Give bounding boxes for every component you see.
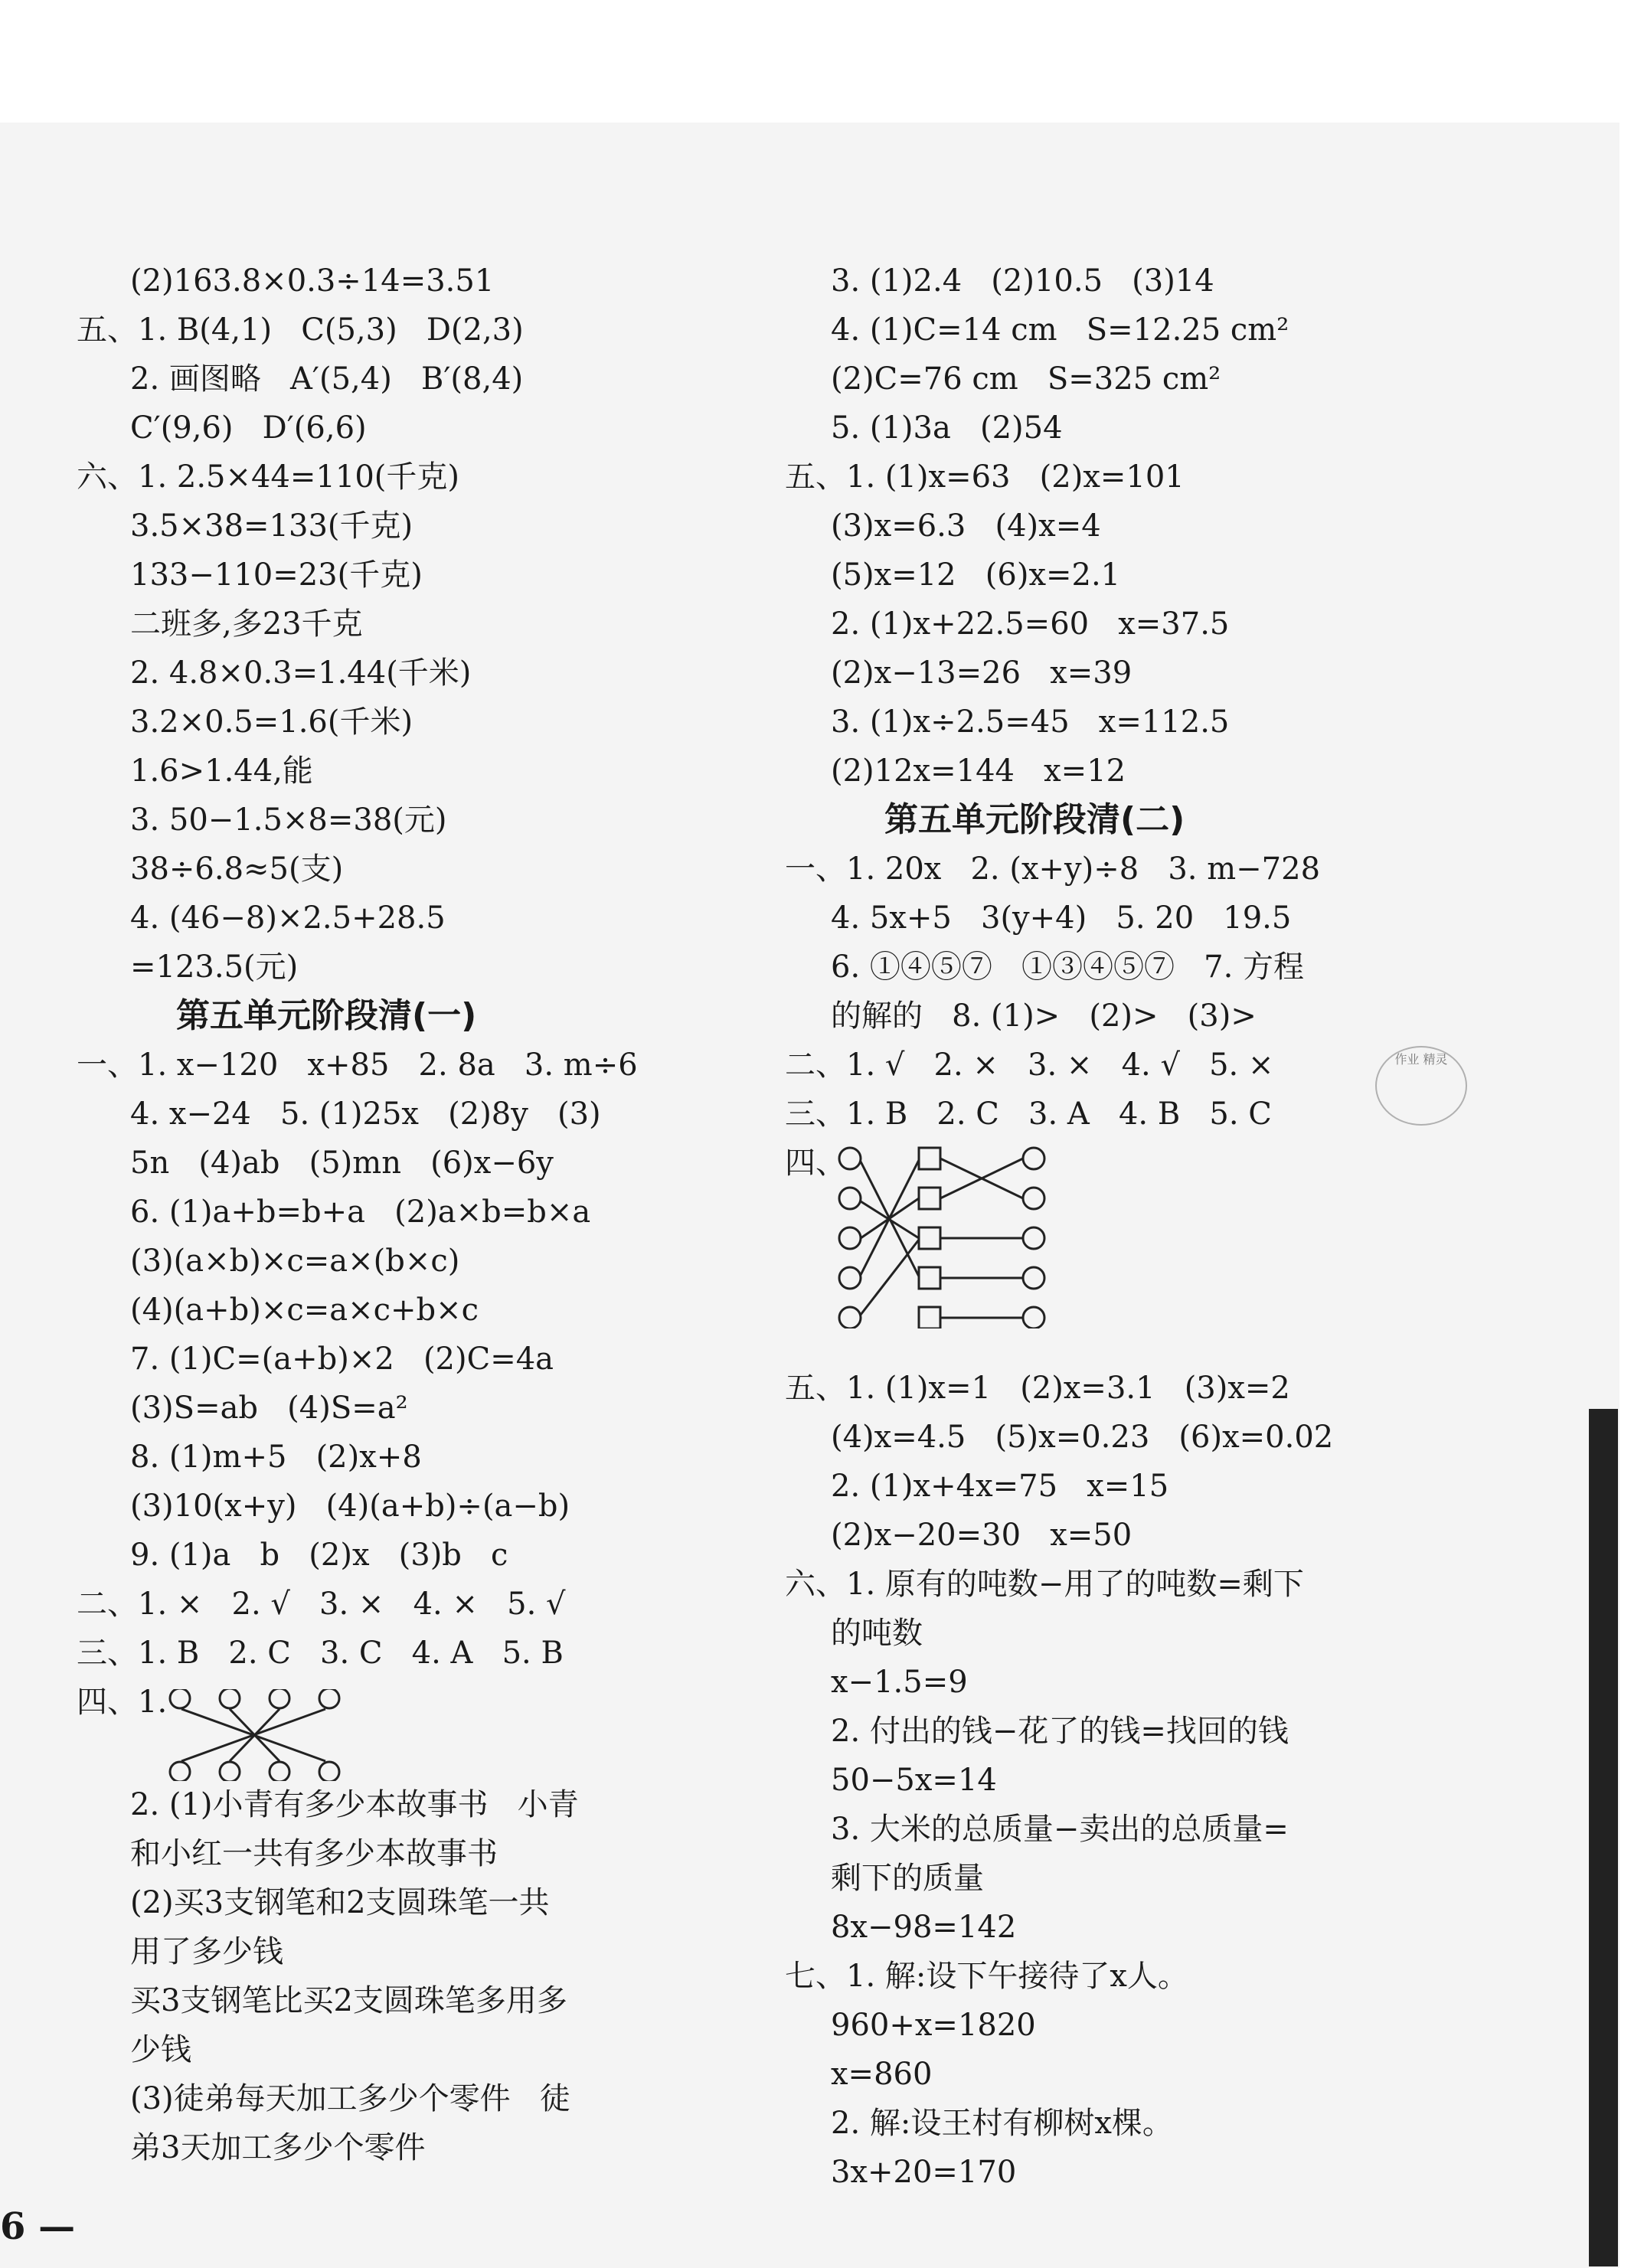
answer-line: 2. 4.8×0.3=1.44(千米) [130, 655, 472, 691]
answer-line: (3)徒弟每天加工多少个零件 徒 [130, 2081, 570, 2116]
answer-line: 2. 付出的钱−花了的钱=找回的钱 [831, 1714, 1289, 1749]
answer-line: 用了多少钱 [130, 1934, 283, 1969]
answer-line: 4. x−24 5. (1)25x (2)8y (3) [130, 1096, 601, 1132]
answer-line: 2. (1)x+4x=75 x=15 [831, 1469, 1169, 1504]
answer-line: 2. (1)x+22.5=60 x=37.5 [831, 606, 1230, 642]
answer-line: 4. 5x+5 3(y+4) 5. 20 19.5 [831, 900, 1292, 936]
answer-line: 五、1. (1)x=1 (2)x=3.1 (3)x=2 [785, 1371, 1290, 1406]
answer-line: 1.6>1.44,能 [130, 753, 313, 789]
answer-line: 买3支钢笔比买2支圆珠笔多用多 [130, 1983, 567, 2018]
answer-line: (4)(a+b)×c=a×c+b×c [130, 1292, 479, 1328]
answer-line: 四、 [785, 1145, 846, 1181]
answer-line: 4. (46−8)×2.5+28.5 [130, 900, 446, 936]
answer-line: x−1.5=9 [831, 1665, 968, 1700]
answer-line: 2. 解:设王村有柳树x棵。 [831, 2106, 1173, 2141]
matching-diagram-left [165, 1689, 440, 1781]
answer-line: 38÷6.8≈5(支) [130, 851, 344, 887]
answer-line: 3x+20=170 [831, 2155, 1017, 2190]
section-heading: 第五单元阶段清(一) [176, 996, 477, 1035]
answer-line: 二班多,多23千克 [130, 606, 363, 642]
answer-line: 少钱 [130, 2032, 191, 2067]
answer-line: 的解的 8. (1)> (2)> (3)> [831, 998, 1257, 1034]
answer-line: 五、1. (1)x=63 (2)x=101 [785, 459, 1185, 495]
answer-line: 2. (1)小青有多少本故事书 小青 [130, 1787, 579, 1822]
answer-line: (2)x−13=26 x=39 [831, 655, 1132, 691]
answer-line: (3)(a×b)×c=a×(b×c) [130, 1243, 460, 1279]
answer-line: (3)x=6.3 (4)x=4 [831, 508, 1101, 544]
watermark-stamp: 作业 精灵 [1375, 1046, 1467, 1126]
answer-line: 一、1. 20x 2. (x+y)÷8 3. m−728 [785, 851, 1321, 887]
answer-line: 一、1. x−120 x+85 2. 8a 3. m÷6 [77, 1047, 638, 1083]
page-number: 6 — [0, 2205, 76, 2248]
answer-line: (3)S=ab (4)S=a² [130, 1391, 408, 1426]
answer-line: (2)x−20=30 x=50 [831, 1518, 1132, 1553]
answer-line: (2)买3支钢笔和2支圆珠笔一共 [130, 1885, 550, 1920]
answer-line: 3. (1)x÷2.5=45 x=112.5 [831, 704, 1230, 740]
answer-line: =123.5(元) [130, 949, 299, 985]
answer-line: 8x−98=142 [831, 1910, 1017, 1945]
answer-line: 七、1. 解:设下午接待了x人。 [785, 1959, 1188, 1994]
answer-line: 7. (1)C=(a+b)×2 (2)C=4a [130, 1342, 554, 1377]
answer-line: 960+x=1820 [831, 2008, 1036, 2043]
answer-line: 剩下的质量 [831, 1861, 984, 1896]
section-heading: 第五单元阶段清(二) [884, 800, 1185, 839]
answer-line: 六、1. 原有的吨数−用了的吨数=剩下 [785, 1567, 1304, 1602]
answer-line: 3.5×38=133(千克) [130, 508, 413, 544]
answer-line: 的吨数 [831, 1616, 923, 1651]
answer-line: 3. (1)2.4 (2)10.5 (3)14 [831, 263, 1214, 299]
answer-line: 三、1. B 2. C 3. A 4. B 5. C [785, 1096, 1272, 1132]
answer-line: 5n (4)ab (5)mn (6)x−6y [130, 1145, 554, 1181]
answer-line: 6. ①④⑤⑦ ①③④⑤⑦ 7. 方程 [831, 949, 1305, 985]
answer-line: (5)x=12 (6)x=2.1 [831, 557, 1121, 593]
answer-line: 9. (1)a b (2)x (3)b c [130, 1538, 508, 1573]
answer-line: 5. (1)3a (2)54 [831, 410, 1063, 446]
answer-line: 3. 50−1.5×8=38(元) [130, 802, 447, 838]
answer-line: 弟3天加工多少个零件 [130, 2130, 426, 2165]
answer-line: 六、1. 2.5×44=110(千克) [77, 459, 459, 495]
answer-line: 3. 大米的总质量−卖出的总质量= [831, 1812, 1289, 1847]
answer-line: 6. (1)a+b=b+a (2)a×b=b×a [130, 1194, 591, 1230]
answer-line: 133−110=23(千克) [130, 557, 423, 593]
answer-line: (2)163.8×0.3÷14=3.51 [130, 263, 495, 299]
answer-line: 二、1. √ 2. × 3. × 4. √ 5. × [785, 1047, 1274, 1083]
scan-edge-shadow [1589, 1409, 1618, 2266]
answer-line: 五、1. B(4,1) C(5,3) D(2,3) [77, 312, 524, 348]
answer-line: (3)10(x+y) (4)(a+b)÷(a−b) [130, 1489, 570, 1524]
answer-line: 三、1. B 2. C 3. C 4. A 5. B [77, 1636, 564, 1671]
answer-line: x=860 [831, 2057, 933, 2092]
answer-line: (2)12x=144 x=12 [831, 753, 1126, 789]
answer-line: 二、1. × 2. √ 3. × 4. × 5. √ [77, 1587, 566, 1622]
answer-line: (2)C=76 cm S=325 cm² [831, 361, 1221, 397]
answer-line: 2. 画图略 A′(5,4) B′(8,4) [130, 361, 524, 397]
answer-line: 四、1. [77, 1685, 168, 1720]
answer-line: 8. (1)m+5 (2)x+8 [130, 1440, 422, 1475]
answer-line: 50−5x=14 [831, 1763, 997, 1798]
matching-diagram-right [835, 1145, 1080, 1328]
answer-line: 4. (1)C=14 cm S=12.25 cm² [831, 312, 1289, 348]
answer-line: 3.2×0.5=1.6(千米) [130, 704, 413, 740]
answer-line: (4)x=4.5 (5)x=0.23 (6)x=0.02 [831, 1420, 1334, 1455]
answer-line: 和小红一共有多少本故事书 [130, 1836, 498, 1871]
answer-line: C′(9,6) D′(6,6) [130, 410, 367, 446]
